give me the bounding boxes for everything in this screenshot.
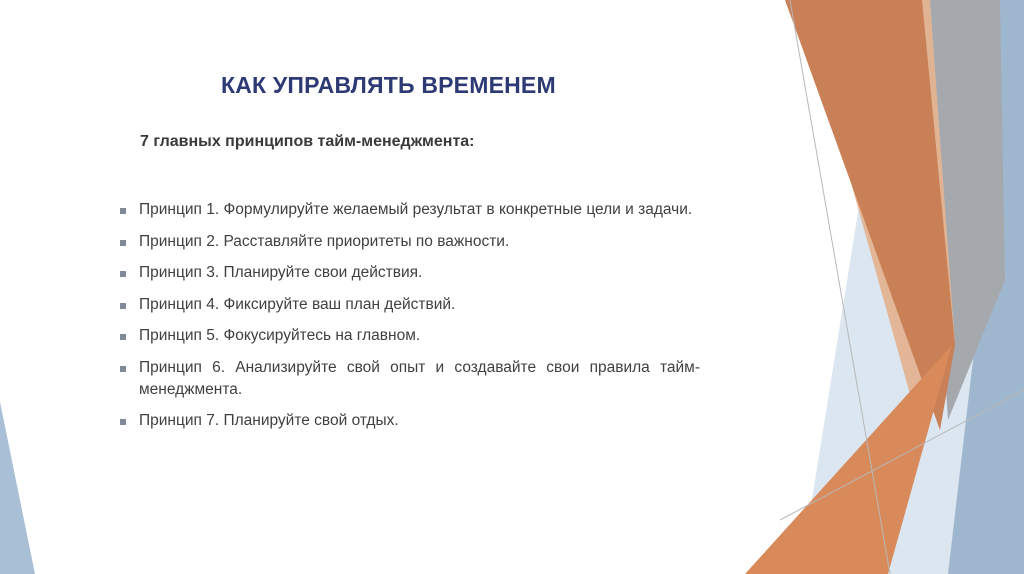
principle-text: Принцип 5. Фокусируйтесь на главном.: [139, 327, 421, 344]
principle-text: Принцип 1. Формулируйте желаемый результат в конкретные цели и задачи.: [139, 201, 693, 218]
list-item: [120, 410, 700, 432]
principle-text: Принцип 3. Планируйте свои действия.: [139, 264, 423, 281]
square-bullet-icon: [120, 303, 126, 309]
left-blue-triangle: [0, 402, 35, 574]
list-item: [120, 231, 700, 253]
principle-text: Принцип 6. Анализируйте свой опыт и создавайте свои правила тайм-менеджмента.: [139, 358, 700, 398]
square-bullet-icon: [120, 240, 126, 246]
list-item: [120, 199, 700, 221]
square-bullet-icon: [120, 271, 126, 277]
list-item: [120, 294, 700, 316]
list-item: [120, 262, 700, 284]
list-item: [120, 357, 700, 401]
square-bullet-icon: [120, 366, 126, 372]
principles-list: [120, 199, 700, 442]
slide-subtitle: 7 главных принципов тайм-менеджмента:: [140, 133, 475, 150]
slide-title: КАК УПРАВЛЯТЬ ВРЕМЕНЕМ: [221, 72, 556, 98]
principle-text: Принцип 7. Планируйте свой отдых.: [139, 412, 399, 429]
list-item: [120, 325, 700, 347]
square-bullet-icon: [120, 334, 126, 340]
square-bullet-icon: [120, 208, 126, 214]
principle-text: Принцип 2. Расставляйте приоритеты по важности.: [139, 232, 510, 250]
square-bullet-icon: [120, 419, 126, 425]
principle-text: Принцип 4. Фиксируйте ваш план действий.: [139, 295, 456, 313]
